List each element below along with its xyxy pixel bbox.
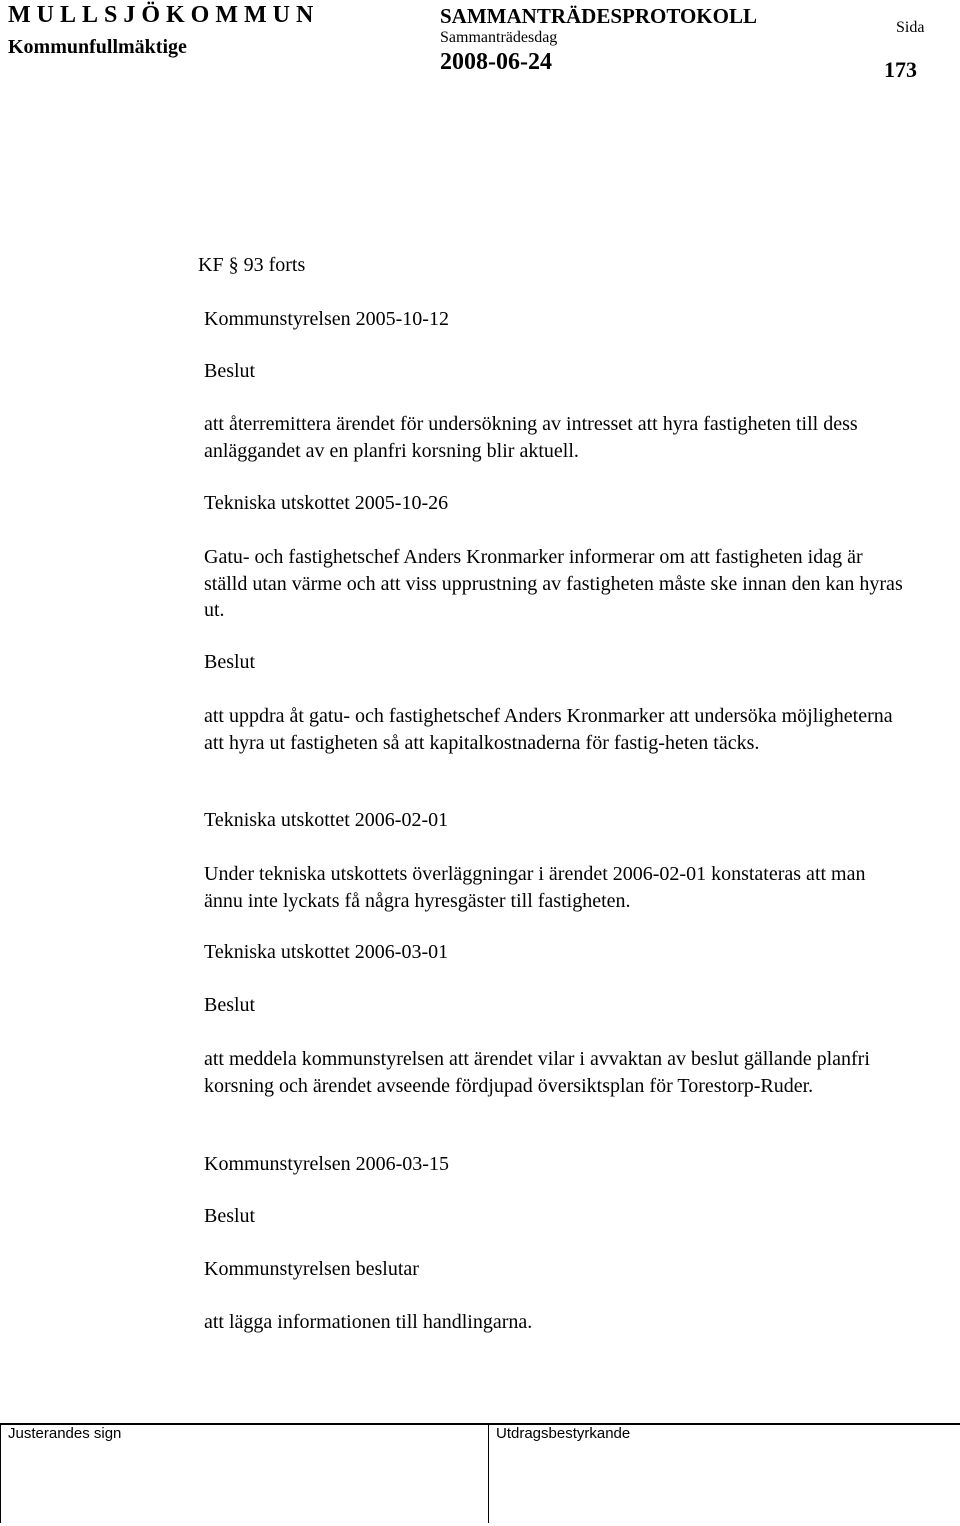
- committee-heading: Kommunstyrelsen 2005-10-12: [204, 308, 449, 330]
- info-paragraph: Under tekniska utskottets överläggningar i ärendet 2006-02-01 konstateras att man ännu inte lyckats få några hyresgäster till fastigheten.: [204, 863, 866, 912]
- document-type: SAMMANTRÄDESPROTOKOLL: [440, 4, 757, 28]
- footer-rule: [0, 1423, 960, 1425]
- committee-heading: Tekniska utskottet 2005-10-26: [204, 492, 449, 514]
- decision-paragraph: att meddela kommunstyrelsen att ärendet vilar i avvaktan av beslut gällande planfri korsning och ärendet avseende fördjupad översiktsplan för Torestorp-Ruder.: [204, 1048, 870, 1097]
- meeting-date: 2008-06-24: [440, 49, 552, 75]
- committee-heading: Kommunstyrelsen 2006-03-15: [204, 1153, 449, 1175]
- beslut-label: Beslut: [204, 360, 256, 382]
- page-label: Sida: [896, 19, 925, 36]
- beslut-label: Beslut: [204, 1205, 256, 1227]
- info-paragraph: Gatu- och fastighetschef Anders Kronmarker informerar om att fastigheten idag är ställd utan värme och att viss upprustning av fastigheten måste ske innan den kan hyras ut.: [204, 546, 903, 621]
- signature-label: Justerandes sign: [8, 1425, 122, 1442]
- organization-name: MULLSJÖKOMMUN: [8, 2, 320, 28]
- body-name: Kommunfullmäktige: [8, 36, 187, 58]
- footer-divider-left: [0, 1423, 1, 1523]
- decision-intro: Kommunstyrelsen beslutar: [204, 1258, 419, 1280]
- committee-heading: Tekniska utskottet 2006-02-01: [204, 809, 449, 831]
- beslut-label: Beslut: [204, 994, 256, 1016]
- beslut-label: Beslut: [204, 651, 256, 673]
- certification-label: Utdragsbestyrkande: [496, 1425, 631, 1442]
- meeting-date-label: Sammanträdesdag: [440, 29, 558, 46]
- section-title: KF § 93 forts: [198, 254, 306, 276]
- footer-divider-middle: [488, 1423, 489, 1523]
- page-number: 173: [884, 57, 917, 82]
- decision-paragraph: att återremittera ärendet för undersökning av intresset att hyra fastigheten till dess anläggandet av en planfri korsning blir aktuell.: [204, 413, 858, 462]
- decision-paragraph: att lägga informationen till handlingarna.: [204, 1311, 533, 1333]
- committee-heading: Tekniska utskottet 2006-03-01: [204, 941, 449, 963]
- decision-paragraph: att uppdra åt gatu- och fastighetschef Anders Kronmarker att undersöka möjligheterna att hyra ut fastigheten så att kapitalkostnaderna för fastig-heten täcks.: [204, 705, 893, 754]
